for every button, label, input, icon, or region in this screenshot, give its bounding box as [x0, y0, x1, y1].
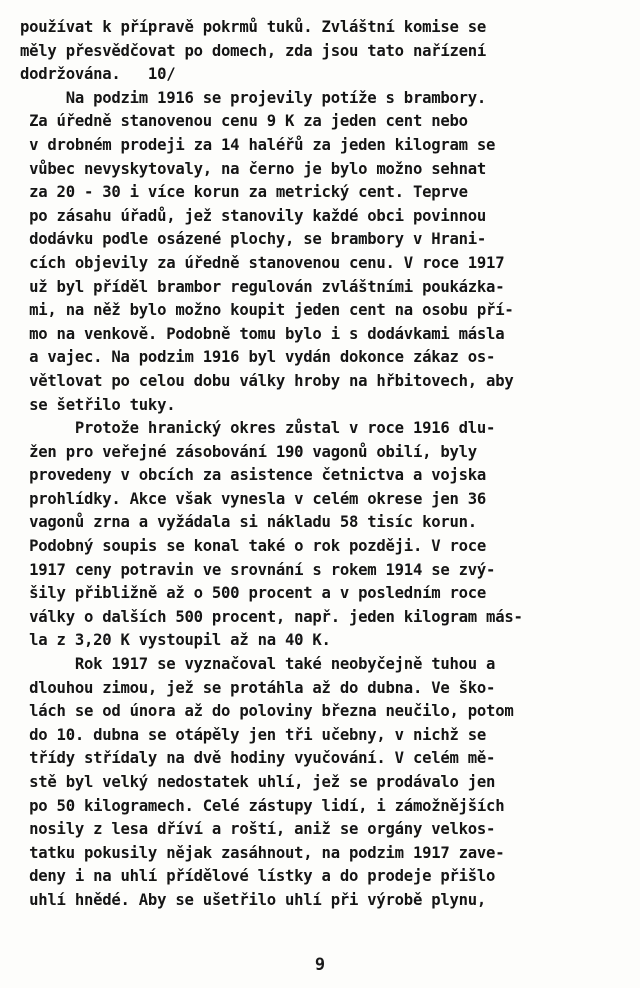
text-line: Na podzim 1916 se projevily potíže s brambory.: [20, 88, 487, 107]
text-line: do 10. dubna se otápěly jen tři učebny, v nichž se: [20, 725, 487, 744]
text-line: dlouhou zimou, jež se protáhla až do dubna. Ve ško-: [20, 678, 496, 697]
text-line: šily přibližně až o 500 procent a v posledním roce: [20, 584, 487, 603]
text-line: 1917 ceny potravin ve srovnání s rokem 1914 se zvý-: [20, 560, 496, 579]
text-line: tatku pokusily nějak zasáhnout, na podzim 1917 zave-: [20, 843, 505, 862]
text-line: vůbec nevyskytovaly, na černo je bylo možno sehnat: [20, 159, 487, 178]
text-line: a vajec. Na podzim 1916 byl vydán dokonce zákaz os-: [20, 348, 496, 367]
text-line: třídy střídaly na dvě hodiny vyučování. V celém mě-: [20, 749, 496, 768]
text-line: už byl příděl brambor regulován zvláštními poukázka-: [20, 277, 505, 296]
text-line: v drobném prodeji za 14 haléřů za jeden kilogram se: [20, 135, 496, 154]
text-line: za 20 - 30 i více korun za metrický cent. Teprve: [20, 183, 468, 202]
text-line: větlovat po celou dobu války hroby na hřbitovech, aby: [20, 371, 514, 390]
text-line: Podobný soupis se konal také o rok později. V roce: [20, 537, 487, 556]
text-line: po 50 kilogramech. Celé zástupy lidí, i zámožnějších: [20, 796, 505, 815]
page-number: 9: [314, 955, 326, 975]
text-line: la z 3,20 K vystoupil až na 40 K.: [20, 631, 331, 650]
text-line: žen pro veřejné zásobování 190 vagonů obilí, byly: [20, 442, 477, 461]
text-line: mi, na něž bylo možno koupit jeden cent na osobu pří-: [20, 301, 514, 320]
text-line: Za úředně stanovenou cenu 9 K za jeden cent nebo: [20, 112, 468, 131]
text-line: Rok 1917 se vyznačoval také neobyčejně tuhou a: [20, 655, 496, 674]
text-line: války o dalších 500 procent, např. jeden kilogram más-: [20, 607, 523, 626]
text-line: stě byl velký nedostatek uhlí, jež se prodávalo jen: [20, 773, 496, 791]
text-line: používat k přípravě pokrmů tuků. Zvláštní komise se: [20, 18, 487, 36]
text-line: uhlí hnědé. Aby se ušetřilo uhlí při výrobě plynu,: [20, 890, 487, 909]
text-line: provedeny v obcích za asistence četnictva a vojska: [20, 466, 487, 485]
text-line: cích objevily za úředně stanovenou cenu. V roce 1917: [20, 253, 505, 272]
text-line: Protože hranický okres zůstal v roce 1916 dlu-: [20, 419, 496, 438]
text-line: deny i na uhlí přídělové lístky a do prodeje přišlo: [20, 867, 496, 886]
text-line: měly přesvědčovat po domech, zda jsou tato nařízení: [20, 41, 487, 60]
text-line: lách se od února až do poloviny března neučilo, potom: [20, 702, 514, 721]
body-text: [20, 16, 630, 913]
text-line: po zásahu úřadů, jež stanovily každé obci povinnou: [20, 206, 487, 225]
text-line: prohlídky. Akce však vynesla v celém okrese jen 36: [20, 489, 487, 508]
text-line: dodržována. 10/: [20, 65, 176, 84]
text-line: dodávku podle osázené plochy, se brambory v Hrani-: [20, 230, 487, 249]
text-line: mo na venkově. Podobně tomu bylo i s dodávkami másla: [20, 324, 505, 343]
text-line: se šetřilo tuky.: [20, 395, 176, 414]
text-line: nosily z lesa dříví a roští, aniž se orgány velkos-: [20, 820, 496, 839]
text-line: vagonů zrna a vyžádala si nákladu 58 tisíc korun.: [20, 513, 477, 532]
